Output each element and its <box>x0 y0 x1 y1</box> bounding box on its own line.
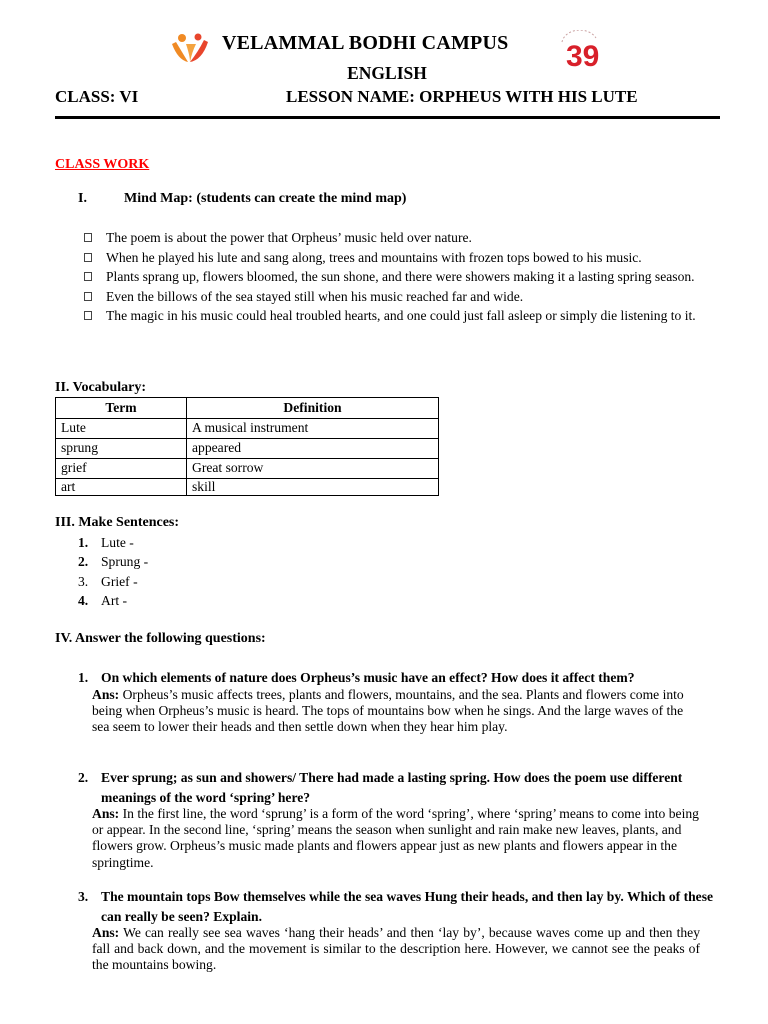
term-cell: art <box>56 479 187 496</box>
school-logo-icon <box>168 30 212 64</box>
list-item: The magic in his music could heal troubled hearts, and one could just fall asleep or simply die listening to it. <box>84 308 724 325</box>
bullet-box-icon <box>84 292 92 301</box>
definition-cell: appeared <box>187 439 439 459</box>
list-item: Plants sprang up, flowers bloomed, the sun shone, and there were showers making it a lasting spring season. <box>84 269 724 286</box>
list-item: The poem is about the power that Orpheus’ music held over nature. <box>84 230 724 247</box>
question-1: 1. On which elements of nature does Orpheus’s music have an effect? How does it affect them? <box>78 670 635 685</box>
classwork-heading: CLASS WORK <box>55 157 150 172</box>
lesson-name: LESSON NAME: ORPHEUS WITH HIS LUTE <box>286 87 638 106</box>
vocabulary-table <box>55 397 439 496</box>
sentence-list <box>78 535 148 612</box>
header-divider <box>55 116 720 119</box>
term-cell: grief <box>56 459 187 479</box>
table-header-row <box>56 398 439 419</box>
answer-3: Ans: We can really see sea waves ‘hang their heads’ and then ‘lay by’, because waves come up and then they fall and back down, and the movement is similar to the description here. However, we cannot see the peaks of the mountains bowing. <box>92 925 700 973</box>
anniversary-number: 39 <box>566 40 600 72</box>
definition-cell: Great sorrow <box>187 459 439 479</box>
term-cell: sprung <box>56 439 187 459</box>
bullet-box-icon <box>84 311 92 320</box>
make-sentences-heading: III. Make Sentences: <box>55 515 180 530</box>
list-item: 3. Grief - <box>78 573 138 589</box>
list-item: 2. Sprung - <box>78 554 149 570</box>
term-cell: Lute <box>56 419 187 439</box>
definition-cell: A musical instrument <box>187 419 439 439</box>
answer-1: Ans: Orpheus’s music affects trees, plants and flowers, mountains, and the sea. Plants and flowers come into being when Orpheus’s music is heard. The tops of mountains bow when he sings. And the large waves of the sea seem to lower their heads and then settle down when they hear him play. <box>92 687 684 735</box>
vocabulary-heading: II. Vocabulary: <box>55 380 147 395</box>
subject-title: ENGLISH <box>347 63 427 83</box>
table-row <box>56 479 439 496</box>
bullet-box-icon <box>84 272 92 281</box>
column-header-term: Term <box>56 398 187 419</box>
bullet-box-icon <box>84 233 92 242</box>
questions-heading: IV. Answer the following questions: <box>55 631 266 646</box>
question-3: 3. The mountain tops Bow themselves while the sea waves Hung their heads, and then lay by. Which of these can really be seen? Explain. <box>78 889 714 924</box>
table-row <box>56 419 439 439</box>
section1-numeral: I. <box>78 191 87 206</box>
question-2: 2. Ever sprung; as sun and showers/ There had made a lasting spring. How does the poem use different meanings of the word ‘spring’ here? <box>78 770 683 805</box>
list-item: 1. Lute - <box>78 535 134 550</box>
section1-title: Mind Map: (students can create the mind map) <box>124 191 407 206</box>
definition-cell: skill <box>187 479 439 496</box>
table-row <box>56 459 439 479</box>
bullet-box-icon <box>84 253 92 262</box>
list-item: 4. Art - <box>78 592 128 608</box>
class-label: CLASS: VI <box>55 87 139 106</box>
column-header-definition: Definition <box>187 398 439 419</box>
list-item: When he played his lute and sang along, trees and mountains with frozen tops bowed to his music. <box>84 250 724 267</box>
table-row <box>56 439 439 459</box>
answer-2: Ans: In the first line, the word ‘sprung’ is a form of the word ‘spring’, where ‘spring’ means to come into being or appear. In the second line, ‘spring’ means the season when sunlight and rain make new leaves, plants, and flowers grow. Orpheus’s music made plants and flowers appear just as new plants and flowers appear in the springtime. <box>92 806 699 870</box>
school-name: VELAMMAL BODHI CAMPUS <box>222 32 509 54</box>
mind-map-list <box>84 230 724 328</box>
list-item: Even the billows of the sea stayed still when his music reached far and wide. <box>84 289 724 306</box>
